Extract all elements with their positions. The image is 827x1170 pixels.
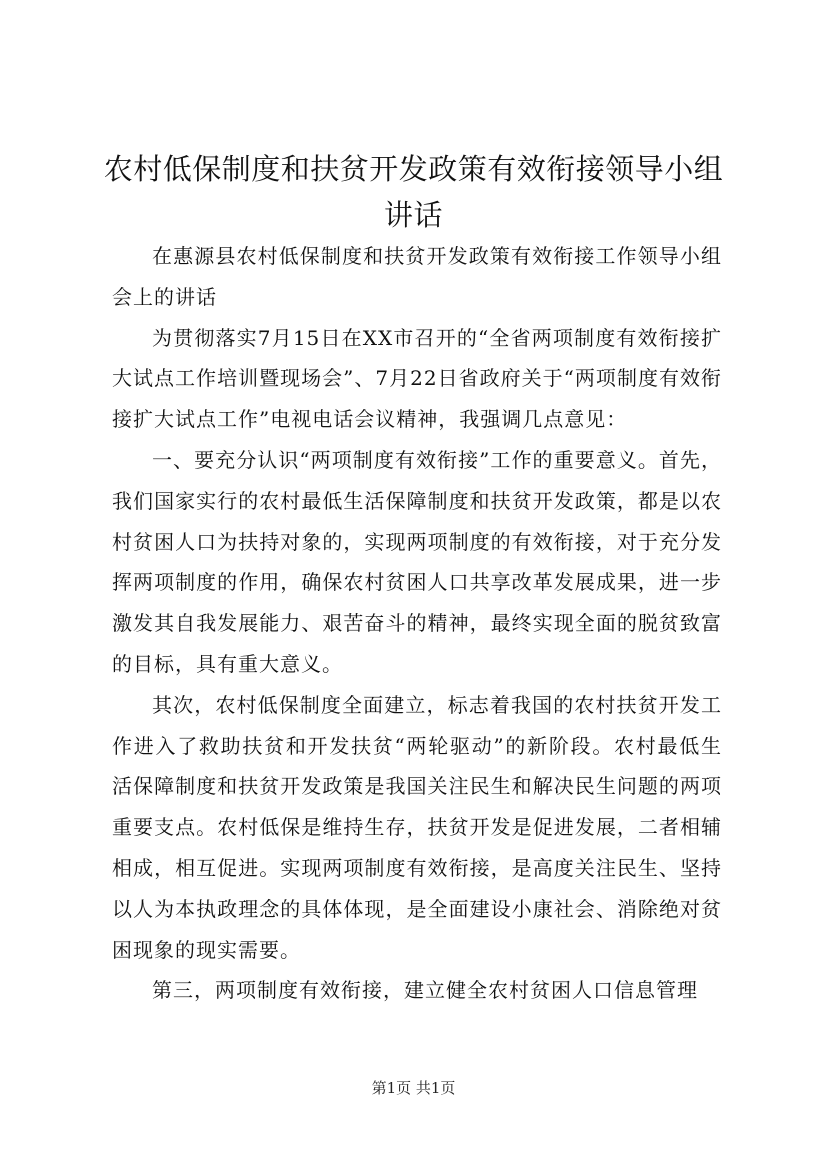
document-body [112,236,722,1011]
paragraph-intro: 为贯彻落实7月15日在XX市召开的“全省两项制度有效衔接扩大试点工作培训暨现场会”、7月22日省政府关于“两项制度有效衔接扩大试点工作”电视电话会议精神，我强调几点意见： [112,325,722,432]
page-number-footer: 第1页 共1页 [371,1079,456,1097]
document-title: 农村低保制度和扶贫开发政策有效衔接领导小组讲话 [103,152,724,232]
paragraph-point-one: 一、要充分认识“两项制度有效衔接”工作的重要意义。首先，我们国家实行的农村最低生活保障制度和扶贫开发政策，都是以农村贫困人口为扶持对象的，实现两项制度的有效衔接，对于充分发挥两项制度的作用，确保农村贫困人口共享改革发展成果，进一步激发其自我发展能力、艰苦奋斗的精神，最终实现全面的脱贫致富的目标，具有重大意义。 [112,447,722,676]
paragraph-secondly: 其次，农村低保制度全面建立，标志着我国的农村扶贫开发工作进入了救助扶贫和开发扶贫“两轮驱动”的新阶段。农村最低生活保障制度和扶贫开发政策是我国关注民生和解决民生问题的两项重要支点。农村低保是维持生存，扶贫开发是促进发展，二者相辅相成，相互促进。实现两项制度有效衔接，是高度关注民生、坚持以人为本执政理念的具体体现，是全面建设小康社会、消除绝对贫困现象的现实需要。 [112,692,722,962]
paragraph-thirdly: 第三，两项制度有效衔接，建立健全农村贫困人口信息管理 [152,978,698,1003]
paragraph-subtitle: 在惠源县农村低保制度和扶贫开发政策有效衔接工作领导小组会上的讲话 [112,244,722,309]
